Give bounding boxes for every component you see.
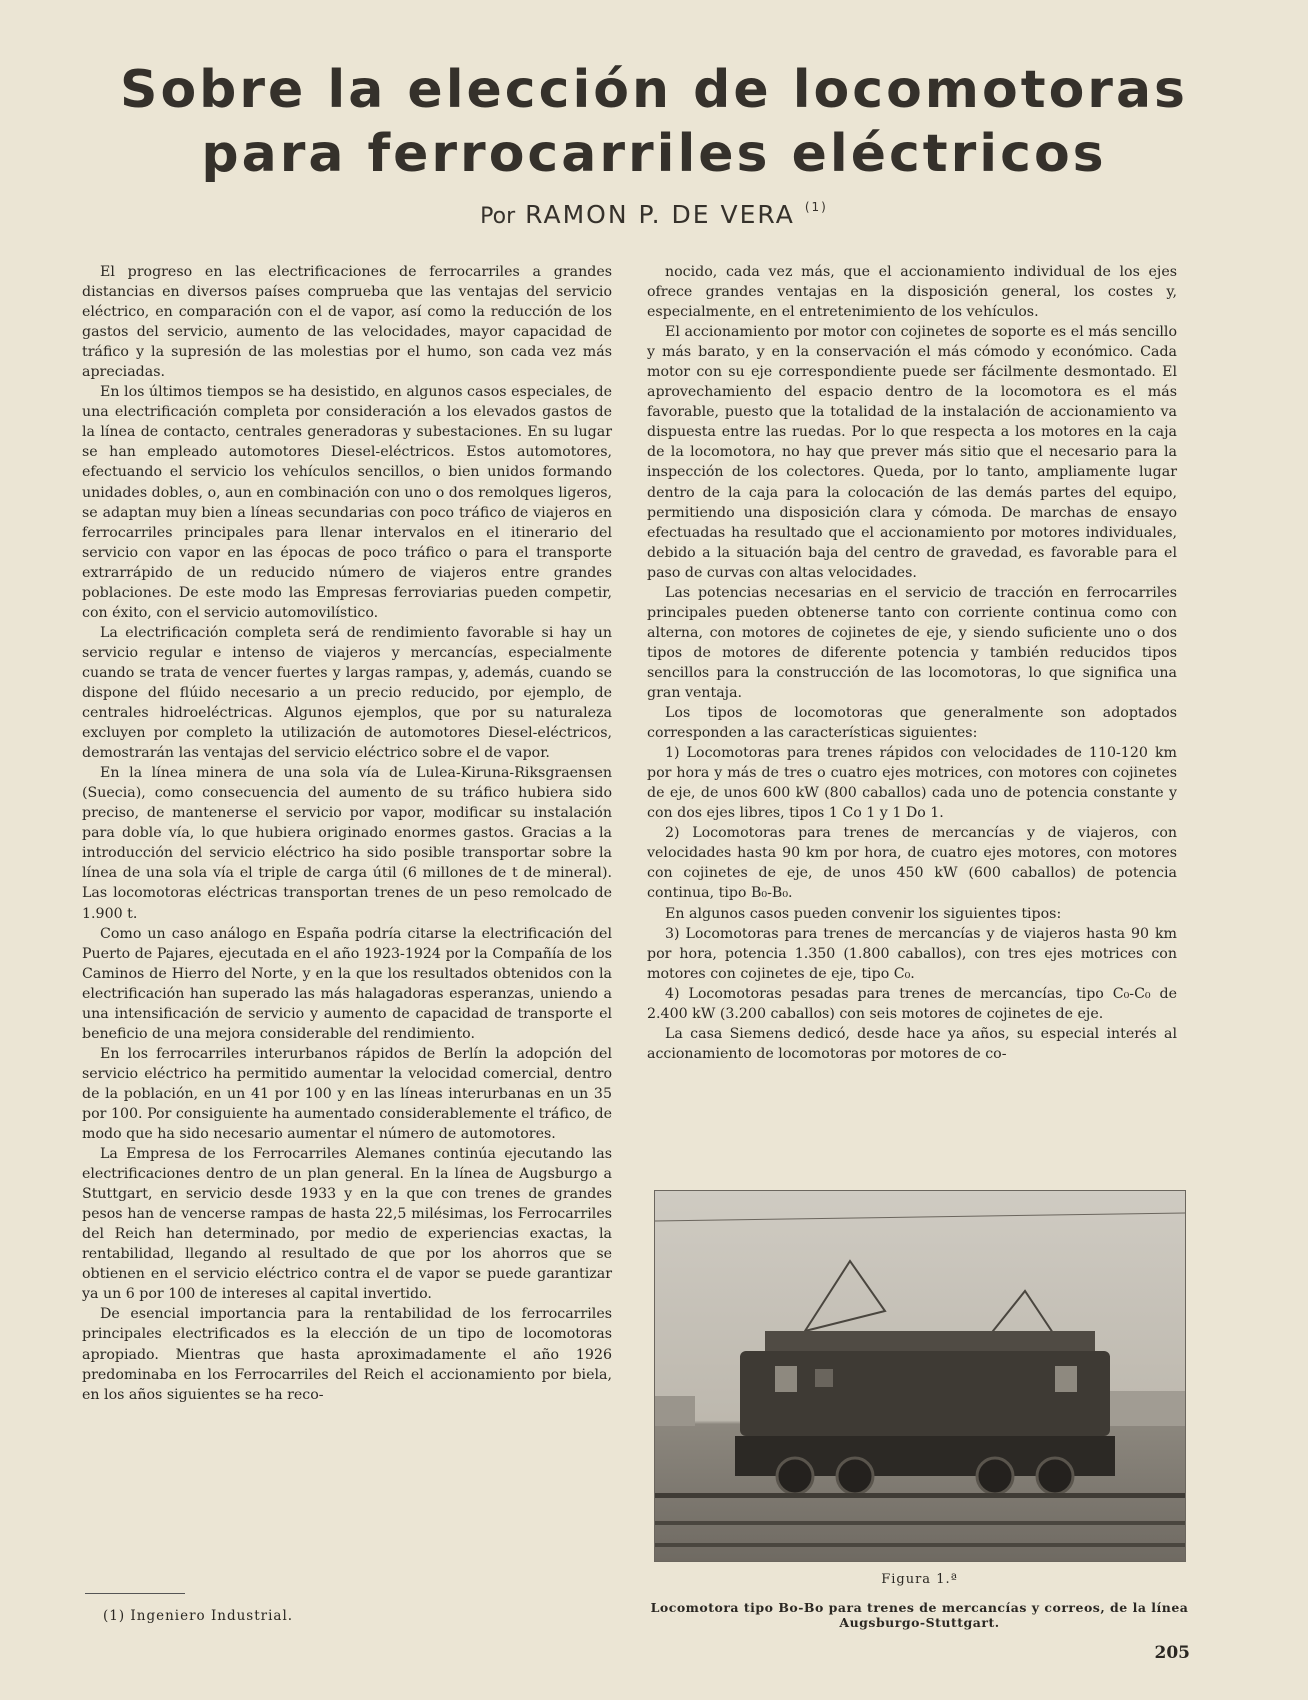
footnote: (1) Ingeniero Industrial.	[103, 1608, 294, 1624]
paragraph: En la línea minera de una sola vía de Lulea-Kiruna-Riksgraensen (Suecia), como consecuencia del aumento de su tráfico hubiera sido preciso, de mantenerse el servicio por vapor, modificar su instalación para doble vía, lo que hubiera originado enormes gastos. Gracias a la introducción del servicio eléctrico ha sido posible transportar sobre la línea de una sola vía el triple de carga útil (6 millones de t de mineral). Las locomotoras eléctricas transportan trenes de un peso remolcado de 1.900 t.	[82, 765, 612, 922]
paragraph: Como un caso análogo en España podría citarse la electrificación del Puerto de Pajares, ejecutada en el año 1923-1924 por la Compañía de los Caminos de Hierro del Norte, y en la que los resultados obtenidos con la electrificación han superado las más halagadoras esperanzas, uniendo a una intensificación de servicio y aumento de capacidad de transporte el beneficio de una mejora considerable del rendimiento.	[82, 925, 612, 1042]
wheel	[1037, 1458, 1073, 1494]
paragraph: La electrificación completa será de rendimiento favorable si hay un servicio regular e intenso de viajeros y mercancías, especialmente cuando se trata de vencer fuertes y largas rampas, y, además, cuando se dispone del flúido necesario a un precio reducido, por ejemplo, de centrales hidroeléctricas. Algunos ejemplos, que por su naturaleza excluyen por completo la utilización de automotores Diesel-eléctricos, demostrarán las ventajas del servicio eléctrico sobre el de vapor.	[82, 624, 612, 762]
paragraph: Las potencias necesarias en el servicio de tracción en ferrocarriles principales pueden obtenerse tanto con corriente continua como con alterna, con motores de cojinetes de eje, y siendo suficiente uno o dos tipos de motores de diferente potencia y también reducidos tipos sencillos para la construcción de las locomotoras, lo que significa una gran ventaja.	[647, 584, 1177, 701]
wheel	[977, 1458, 1013, 1494]
paragraph: 2) Locomotoras para trenes de mercancías y de viajeros, con velocidades hasta 90 km por hora, de cuatro ejes motores, con motores con cojinetes de eje, de unos 450 kW (600 caballos) de potencia continua, tipo B₀-B₀.	[647, 825, 1177, 902]
byline-prefix: Por	[480, 204, 516, 229]
paragraph: En algunos casos pueden convenir los siguientes tipos:	[665, 905, 1062, 922]
paragraph: El accionamiento por motor con cojinetes de soporte es el más sencillo y más barato, y en la conservación el más cómodo y económico. Cada motor con su eje correspondiente puede ser fácilmente desmontado. El aprovechamiento del espacio dentro de la locomotora es el más favorable, puesto que la totalidad de la instalación de accionamiento va dispuesta entre las ruedas. Por lo que respecta a los motores en la caja de la locomotora, no hay que prever más sitio que el necesario para la inspección de los colectores. Queda, por lo tanto, ampliamente lugar dentro de la caja para la colocación de las demás partes del equipo, permitiendo una disposición clara y cómoda. De marchas de ensayo efectuadas ha resultado que el accionamiento por motores individuales, debido a la situación baja del centro de gravedad, es favorable para el paso de curvas con altas velocidades.	[647, 324, 1177, 581]
paragraph: En los ferrocarriles interurbanos rápidos de Berlín la adopción del servicio eléctrico ha permitido aumentar la velocidad comercial, dentro de la población, en un 41 por 100 y en las líneas interurbanas en un 35 por 100. Por consiguiente ha aumentado considerablemente el tráfico, de modo que ha sido necesario aumentar el número de automotores.	[82, 1045, 612, 1143]
paragraph: El progreso en las electrificaciones de ferrocarriles a grandes distancias en diversos países comprueba que las ventajas del servicio eléctrico, en comparación con el de vapor, así como la reducción de los gastos del servicio, aumento de las velocidades, mayor capacidad de tráfico y la supresión de las molestias por el humo, son cada vez más apreciadas.	[82, 264, 612, 381]
paragraph: De esencial importancia para la rentabilidad de los ferrocarriles principales electrificados es la elección de un tipo de locomotoras apropiado. Mientras que hasta aproximadamente el año 1926 predominaba en los Ferrocarriles del Reich el accionamiento por biela, en los años siguientes se ha reco-	[82, 1306, 612, 1403]
figure-label: Figura 1.ª	[881, 1572, 958, 1587]
locomotive-window	[775, 1366, 797, 1392]
footnote-marker: (1)	[804, 200, 828, 214]
footnote-divider	[85, 1593, 185, 1594]
paragraph: 1) Locomotoras para trenes rápidos con velocidades de 110-120 km por hora y más de tres o cuatro ejes motrices, con motores con cojinetes de eje, de unos 600 kW (800 caballos) cada uno de potencia constante y con dos ejes libres, tipos 1 Co 1 y 1 Do 1.	[647, 745, 1177, 822]
locomotive-body	[740, 1351, 1110, 1436]
page-number: 205	[1154, 1643, 1190, 1663]
author-name: RAMON P. DE VERA	[525, 200, 795, 229]
paragraph: 4) Locomotoras pesadas para trenes de mercancías, tipo C₀-C₀ de 2.400 kW (3.200 caballos) con seis motores de cojinetes de eje.	[647, 985, 1177, 1022]
wheel	[837, 1458, 873, 1494]
background-building	[1100, 1391, 1185, 1426]
byline	[0, 200, 1308, 229]
paragraph: La casa Siemens dedicó, desde hace ya años, su especial interés al accionamiento de locomotoras por motores de co-	[647, 1025, 1177, 1062]
locomotive-window	[815, 1369, 833, 1387]
paragraph: En los últimos tiempos se ha desistido, en algunos casos especiales, de una electrificación completa por consideración a los elevados gastos de la línea de contacto, centrales generadoras y subestaciones. En su lugar se han empleado automotores Diesel-eléctricos. Estos automotores, efectuando el servicio los vehículos sencillos, o bien unidos formando unidades dobles, o, aun en combinación con uno o dos remolques ligeros, se adaptan muy bien a líneas secundarias con poco tráfico de viajeros en ferrocarriles principales para llenar intervalos en el itinerario del servicio con vapor en las épocas de poco tráfico o para el transporte extrarrápido de un reducido número de viajeros entre grandes poblaciones. De este modo las Empresas ferroviarias pueden competir, con éxito, con el servicio automovilístico.	[82, 384, 612, 621]
paragraph: La Empresa de los Ferrocarriles Alemanes continúa ejecutando las electrificaciones dentro de un plan general. En la línea de Augsburgo a Stuttgart, en servicio desde 1933 y en la que con trenes de grandes pesos han de vencerse rampas de hasta 22,5 milésimas, los Ferrocarriles del Reich han determinado, por medio de experiencias exactas, la rentabilidad, llegando al resultado de que por los ahorros que se obtienen en el servicio eléctrico contra el de vapor se puede garantizar ya un 6 por 100 de intereses al capital invertido.	[82, 1146, 612, 1303]
left-column	[82, 262, 612, 1405]
locomotive-illustration	[655, 1191, 1185, 1561]
rail-track	[655, 1493, 1185, 1498]
article-title: Sobre la elección de locomotoras para ferrocarriles eléctricos	[120, 60, 1188, 184]
locomotive-photo	[654, 1190, 1186, 1562]
rail-track	[655, 1521, 1185, 1525]
paragraph: 3) Locomotoras para trenes de mercancías y de viajeros hasta 90 km por hora, potencia 1.350 (1.800 caballos), con tres ejes motrices con motores con cojinetes de eje, tipo C₀.	[647, 925, 1177, 982]
paragraph: nocido, cada vez más, que el accionamiento individual de los ejes ofrece grandes ventajas en la disposición general, los costes y, especialmente, en el entretenimiento de los vehículos.	[647, 264, 1177, 321]
figure-caption: Locomotora tipo Bo-Bo para trenes de mercancías y correos, de la línea Augsburgo-Stuttgart.	[650, 1600, 1189, 1630]
right-column	[647, 262, 1177, 1064]
locomotive-window	[1055, 1366, 1077, 1392]
rail-track	[655, 1543, 1185, 1547]
paragraph: Los tipos de locomotoras que generalmente son adoptados corresponden a las características siguientes:	[647, 705, 1177, 742]
wheel	[777, 1458, 813, 1494]
background-building	[655, 1396, 695, 1426]
